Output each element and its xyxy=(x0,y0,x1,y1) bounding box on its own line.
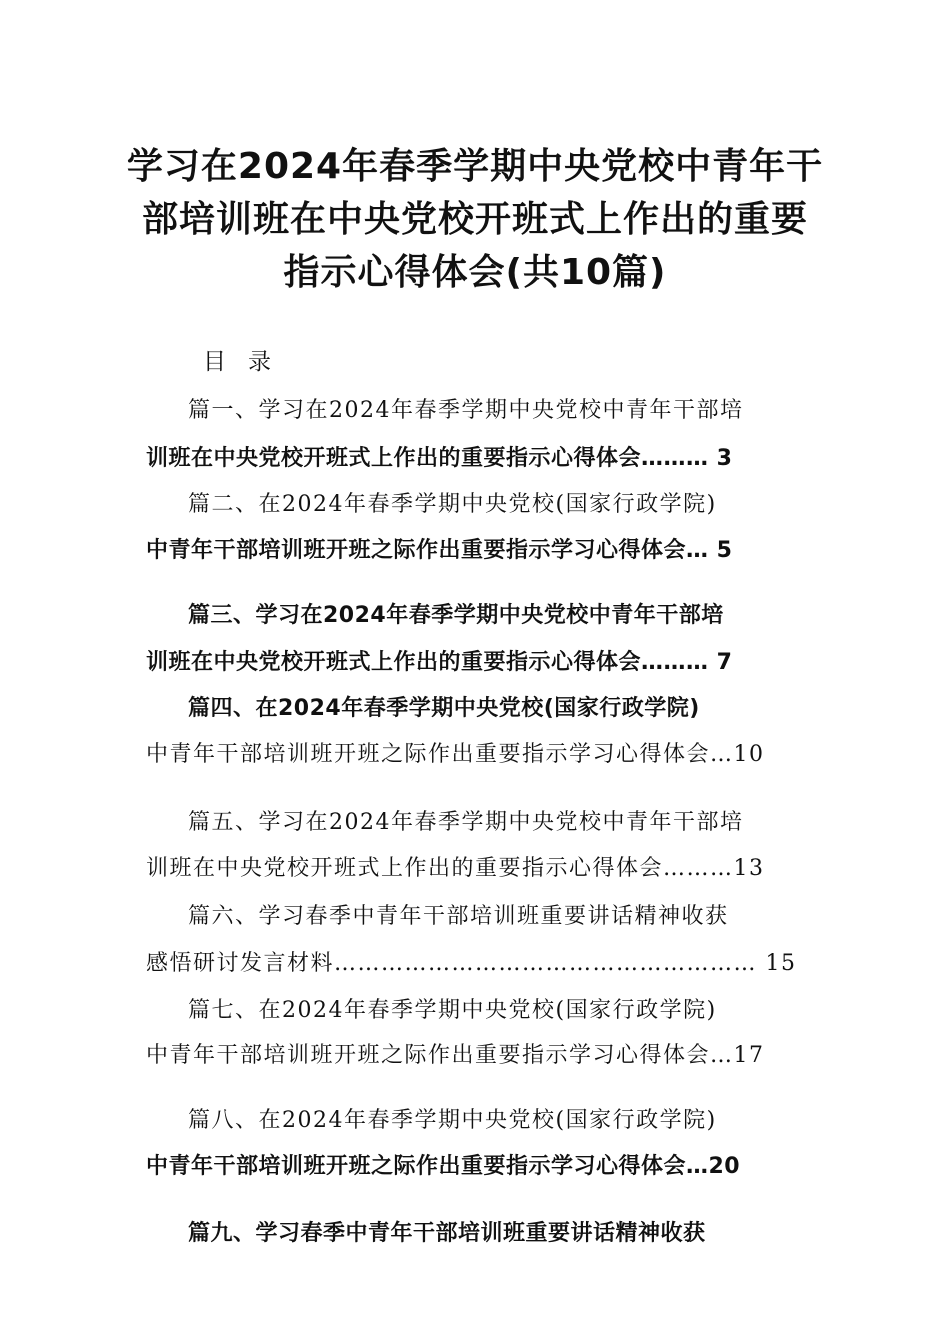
toc-entry-4-line-2[interactable]: 中青年干部培训班开班之际作出重要指示学习心得体会…10 xyxy=(146,742,765,767)
toc-entry-5-line-1[interactable]: 篇五、学习在2024年春季学期中央党校中青年干部培 xyxy=(188,810,744,835)
toc-entry-7-line-1[interactable]: 篇七、在2024年春季学期中央党校(国家行政学院) xyxy=(188,998,717,1023)
toc-entry-7-line-2[interactable]: 中青年干部培训班开班之际作出重要指示学习心得体会…17 xyxy=(146,1043,765,1068)
toc-entry-6-line-2[interactable]: 感悟研讨发言材料……………………………………………… 15 xyxy=(146,951,797,976)
toc-heading: 目录 xyxy=(203,349,293,375)
toc-entry-9-line-1[interactable]: 篇九、学习春季中青年干部培训班重要讲话精神收获 xyxy=(188,1221,706,1246)
toc-entry-3-line-1[interactable]: 篇三、学习在2024年春季学期中央党校中青年干部培 xyxy=(188,603,724,628)
toc-entry-1-line-1[interactable]: 篇一、学习在2024年春季学期中央党校中青年干部培 xyxy=(188,398,744,423)
toc-entry-2-line-2[interactable]: 中青年干部培训班开班之际作出重要指示学习心得体会… 5 xyxy=(146,538,733,563)
document-title xyxy=(120,140,830,299)
toc-entry-5-line-2[interactable]: 训班在中央党校开班式上作出的重要指示心得体会………13 xyxy=(146,856,765,881)
title-line-2: 部培训班在中央党校开班式上作出的重要 xyxy=(141,199,808,240)
toc-entry-8-line-1[interactable]: 篇八、在2024年春季学期中央党校(国家行政学院) xyxy=(188,1108,717,1133)
title-line-1: 学习在2024年春季学期中央党校中青年干 xyxy=(126,146,824,187)
title-line-3: 指示心得体会(共10篇) xyxy=(283,252,667,293)
toc-entry-2-line-1[interactable]: 篇二、在2024年春季学期中央党校(国家行政学院) xyxy=(188,492,717,517)
toc-entry-6-line-1[interactable]: 篇六、学习春季中青年干部培训班重要讲话精神收获 xyxy=(188,904,729,929)
toc-entry-3-line-2[interactable]: 训班在中央党校开班式上作出的重要指示心得体会……… 7 xyxy=(146,650,733,675)
toc-entry-4-line-1[interactable]: 篇四、在2024年春季学期中央党校(国家行政学院) xyxy=(188,696,700,721)
toc-entry-8-line-2[interactable]: 中青年干部培训班开班之际作出重要指示学习心得体会…20 xyxy=(146,1154,741,1179)
toc-entry-1-line-2[interactable]: 训班在中央党校开班式上作出的重要指示心得体会……… 3 xyxy=(146,446,733,471)
